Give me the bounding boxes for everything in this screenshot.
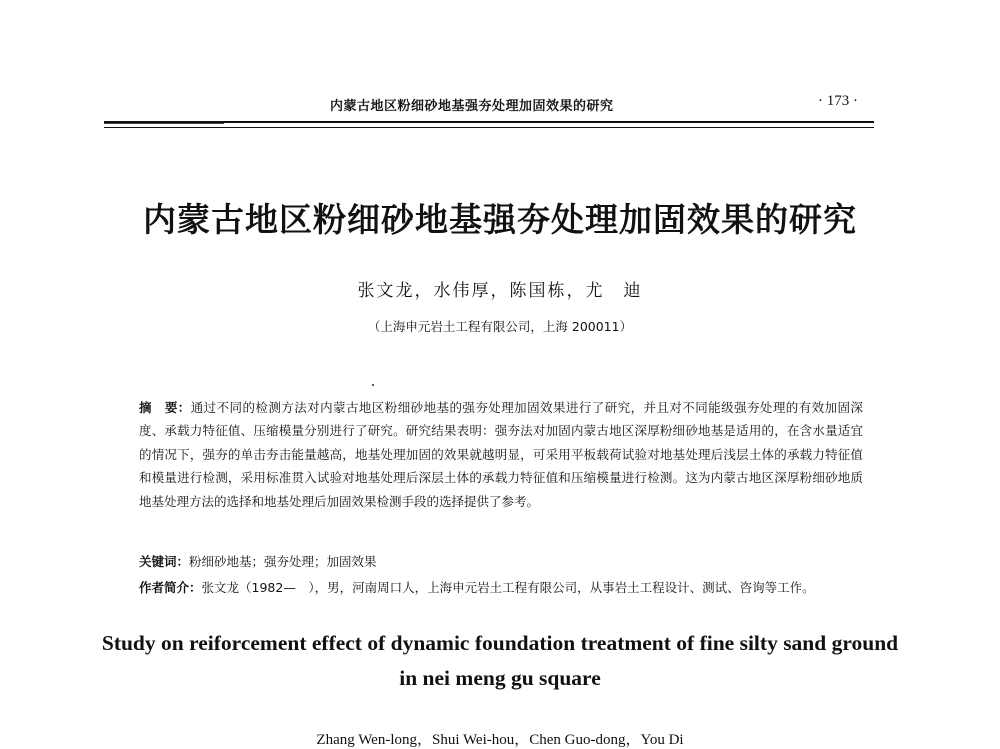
header-rule-accent (104, 123, 224, 124)
keywords-label: 关键词： (139, 554, 190, 569)
abstract-text: 通过不同的检测方法对内蒙古地区粉细砂地基的强夯处理加固效果进行了研究，并且对不同能级强夯处理的有效加固深度、承载力特征值、压缩模量分别进行了研究。研究结果表明：强夯法对加固内蒙古地区深厚粉细砂地基是适用的，在含水量适宜的情况下，强夯的单击夯击能量越高，地基处理加固的效果就越明显，可采用平板载荷试验对地基处理后浅层土体的承载力特征值和模量进行检测，采用标准贯入试验对地基处理后深层土体的承载力特征值和压缩模量进行检测。这为内蒙古地区深厚粉细砂地质地基处理方法的选择和地基处理后加固效果检测手段的选择提供了参考。 (139, 400, 863, 509)
bio-text: 张文龙（1982— ），男，河南周口人，上海申元岩土工程有限公司，从事岩土工程设计、测试、咨询等工作。 (201, 580, 815, 595)
keywords-text: 粉细砂地基；强夯处理；加固效果 (189, 554, 377, 569)
header-rule-thin (104, 127, 874, 128)
abstract (139, 396, 863, 513)
article-title: 内蒙古地区粉细砂地基强夯处理加固效果的研究 (143, 200, 857, 239)
bio-label: 作者简介： (139, 580, 202, 595)
author-bio (139, 578, 815, 596)
abstract-paragraph (139, 396, 863, 513)
affiliation: （上海申元岩土工程有限公司，上海 200011） (367, 319, 633, 334)
english-title: Study on reiforcement effect of dynamic foundation treatment of fine silty sand ground in nei meng gu square (101, 631, 899, 690)
keywords (139, 552, 377, 570)
page-number: · 173 · (818, 93, 858, 109)
scan-speck (372, 384, 374, 386)
english-authors: Zhang Wen-long，Shui Wei-hou，Chen Guo-dong，You Di (316, 732, 684, 748)
running-header: 内蒙古地区粉细砂地基强夯处理加固效果的研究 (330, 99, 614, 114)
abstract-label: 摘 要： (139, 400, 191, 415)
author-list: 张文龙，水伟厚，陈国栋，尤 迪 (357, 281, 643, 301)
